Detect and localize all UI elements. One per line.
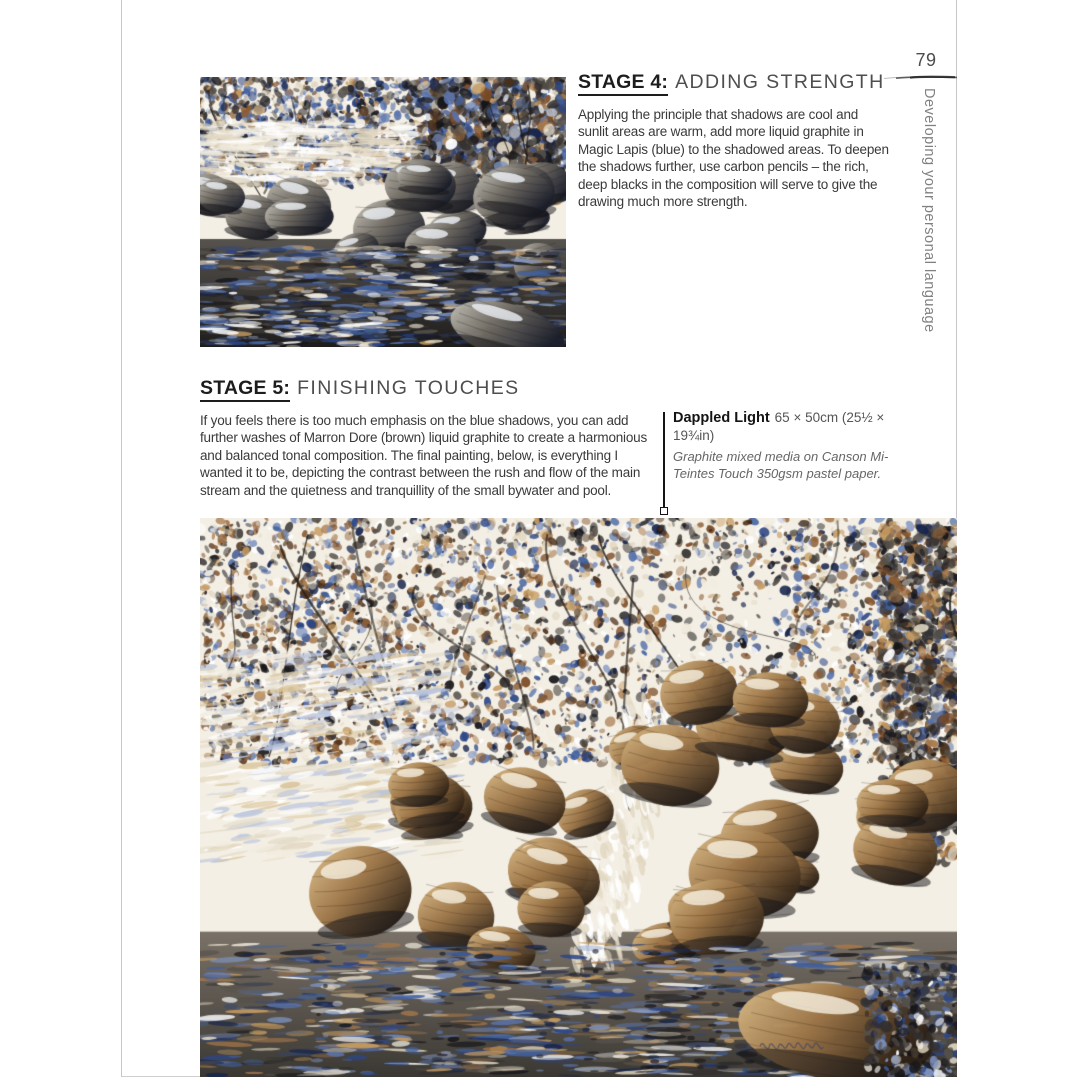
- stage4-step-painting-image: [200, 77, 566, 347]
- book-page: [121, 0, 957, 1077]
- caption-marker-square: [660, 507, 668, 515]
- artwork-dimensions: 65 × 50cm (25½ × 19¾in): [673, 410, 885, 443]
- stage4-heading-title: ADDING STRENGTH: [675, 71, 885, 93]
- caption-title-row: [673, 409, 921, 445]
- chapter-title-vertical: Developing your personal language: [921, 88, 937, 333]
- stage5-heading-title: FINISHING TOUCHES: [297, 377, 520, 399]
- stage5-body-text: If you feels there is too much emphasis on the blue shadows, you can add further washes of Marron Dore (brown) liquid graphite to create a harmonious and balanced tonal composition. The final painting, below, is everything I wanted it to be, depicting the contrast between the rush and flow of the main stream and the quietness and tranquillity of the small bywater and pool.: [200, 413, 648, 498]
- artwork-media-line: Graphite mixed media on Canson Mi-Teintes Touch 350gsm pastel paper.: [673, 449, 889, 481]
- graphite-stroke-rule: [884, 73, 958, 82]
- artwork-caption: [673, 409, 921, 482]
- stage5-section: [200, 377, 656, 499]
- page-number: 79: [915, 50, 937, 70]
- stage4-section: [578, 71, 892, 210]
- stage4-body-text: Applying the principle that shadows are cool and sunlit areas are warm, add more liquid graphite in Magic Lapis (blue) to the shadowed areas. To deepen the shadows further, use carbon pencils – the rich, deep blacks in the composition will serve to give the drawing much more strength.: [578, 107, 889, 210]
- final-painting-image: [200, 518, 957, 1077]
- caption-leader-line: [663, 412, 665, 508]
- stage4-heading: [578, 71, 892, 93]
- stage5-heading: [200, 377, 656, 399]
- artwork-title: Dappled Light: [673, 410, 770, 426]
- stage5-heading-label: STAGE 5:: [200, 377, 290, 402]
- stage4-heading-label: STAGE 4:: [578, 71, 668, 96]
